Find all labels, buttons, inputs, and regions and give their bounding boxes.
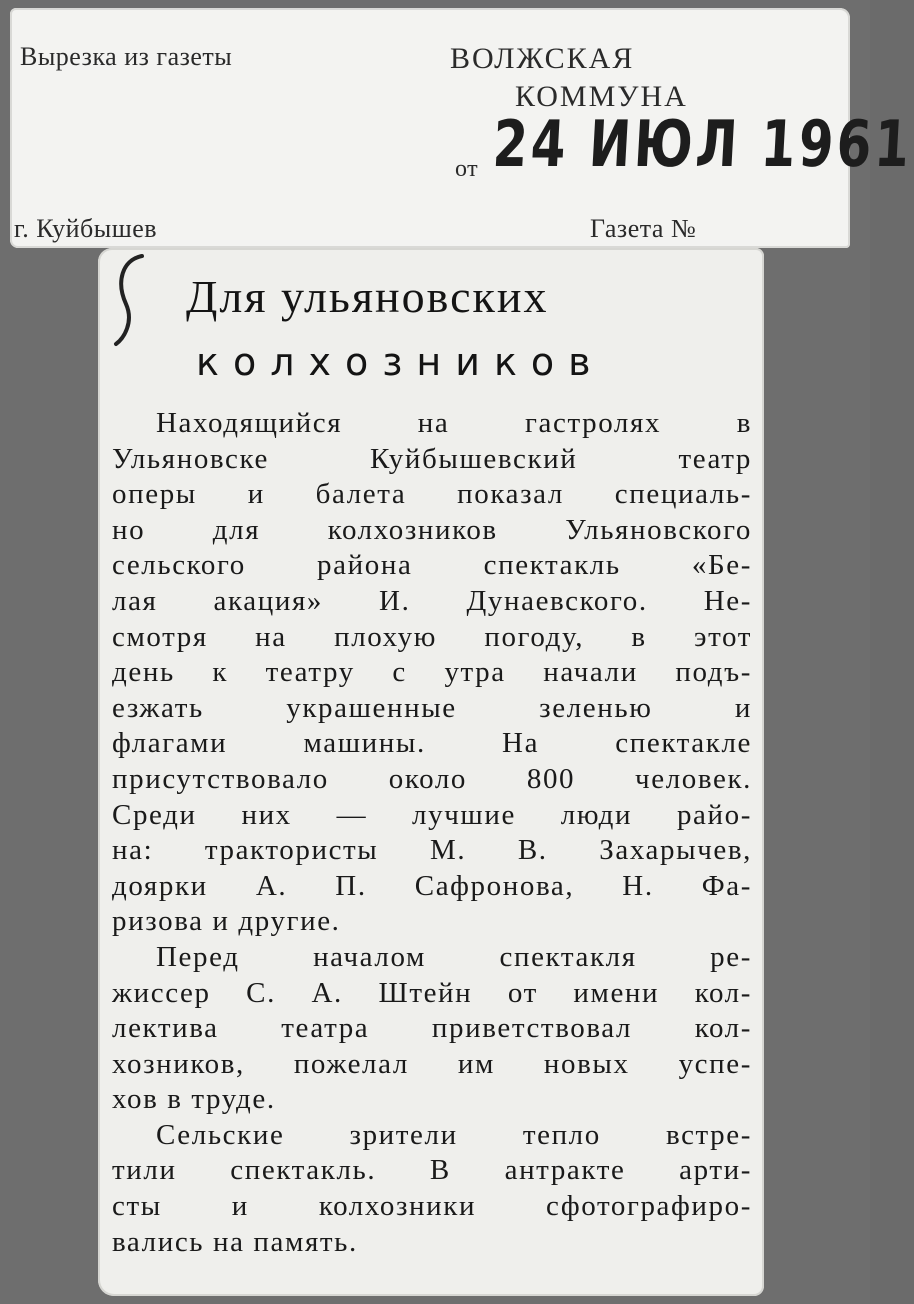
newspaper-number-label: Газета № (590, 214, 697, 243)
article-line: вались на память. (112, 1225, 358, 1258)
pencil-mark-icon (112, 252, 152, 348)
article-line: Находящийся на гастролях в (156, 407, 752, 439)
article-line: но для колхозников Ульяновского (112, 513, 752, 546)
article-line: Перед началом спектакля ре- (156, 940, 752, 973)
newspaper-name-line1: ВОЛЖСКАЯ (450, 42, 635, 75)
article-line: на: трактористы М. В. Захарычев, (112, 834, 752, 867)
article-line: оперы и балета показал специаль- (112, 478, 752, 511)
article-line: ризова и другие. (112, 905, 341, 938)
article-line: сты и колхозники сфотографиро- (112, 1190, 752, 1223)
article-line: флагами машины. На спектакле (112, 727, 752, 760)
article-line: сельского района спектакль «Бе- (112, 549, 752, 582)
article-line: лая акация» И. Дунаевского. Не- (112, 584, 752, 617)
article-line: день к театру с утра начали подъ- (112, 656, 752, 689)
article-line: доярки А. П. Сафронова, Н. Фа- (112, 869, 752, 902)
newspaper-name-line2: КОММУНА (515, 80, 688, 113)
date-prefix: от (455, 156, 479, 182)
article-line: Сельские зрители тепло встре- (156, 1118, 752, 1151)
date-stamp: 24 ИЮЛ 1961 (490, 108, 914, 182)
article-line: лектива театра приветствовал кол- (112, 1012, 752, 1045)
article-line: хозников, пожелал им новых успе- (112, 1047, 752, 1080)
city-label: г. Куйбышев (14, 214, 158, 243)
article-line: присутствовало около 800 человек. (112, 762, 752, 795)
article-headline-line1: Для ульяновских (186, 271, 549, 322)
article-line: жиссер С. А. Штейн от имени кол- (112, 976, 752, 1009)
article-headline-line2: колхозников (196, 340, 605, 384)
article-line: смотря на плохую погоду, в этот (112, 620, 752, 653)
article-line: Ульяновске Куйбышевский театр (112, 442, 752, 475)
clipping-source-label: Вырезка из газеты (20, 42, 233, 71)
article-line: езжать украшенные зеленью и (112, 691, 752, 724)
article-line: тили спектакль. В антракте арти- (112, 1154, 752, 1187)
article-line: хов в труде. (112, 1083, 276, 1116)
article-line: Среди них — лучшие люди райо- (112, 798, 752, 831)
article-body (112, 406, 752, 1260)
